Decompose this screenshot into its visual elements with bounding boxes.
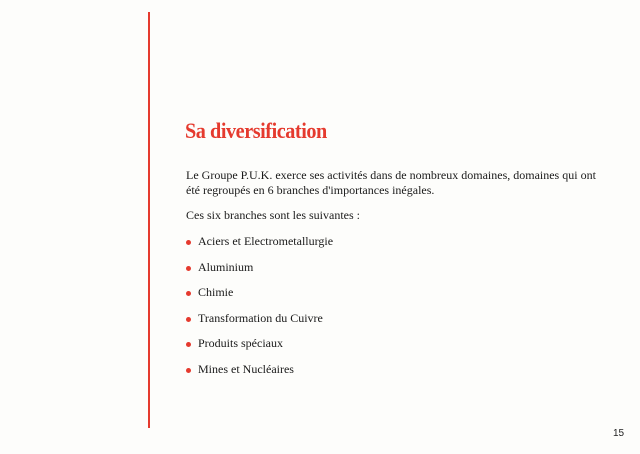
bullet-icon	[186, 317, 191, 322]
branch-item	[186, 285, 333, 311]
branch-label: Aluminium	[198, 259, 254, 274]
bullet-icon	[186, 342, 191, 347]
branch-label: Transformation du Cuivre	[198, 310, 323, 325]
branch-item	[186, 234, 333, 260]
page-number: 15	[613, 428, 625, 439]
intro-line: Le Groupe P.U.K. exerce ses activités dans de nombreux domaines, domaines qui ont	[186, 168, 596, 182]
branch-label: Produits spéciaux	[198, 336, 283, 350]
branches-lead-text: Ces six branches sont les suivantes :	[186, 208, 360, 222]
branch-item	[186, 336, 333, 362]
branch-label: Mines et Nucléaires	[198, 361, 294, 376]
page-title: Sa diversification	[185, 118, 327, 143]
branches-list	[186, 234, 333, 387]
bullet-icon	[186, 266, 191, 271]
vertical-margin-rule	[148, 12, 150, 428]
intro-paragraph	[186, 168, 626, 198]
branch-item	[186, 260, 333, 286]
branch-item	[186, 362, 333, 388]
bullet-icon	[186, 240, 191, 245]
bullet-icon	[186, 291, 191, 296]
bullet-icon	[186, 368, 191, 373]
intro-line: été regroupés en 6 branches d'importances inégales.	[186, 183, 435, 197]
branch-label: Aciers et Electrometallurgie	[198, 234, 334, 248]
branch-label: Chimie	[198, 285, 234, 299]
branch-item	[186, 311, 333, 337]
